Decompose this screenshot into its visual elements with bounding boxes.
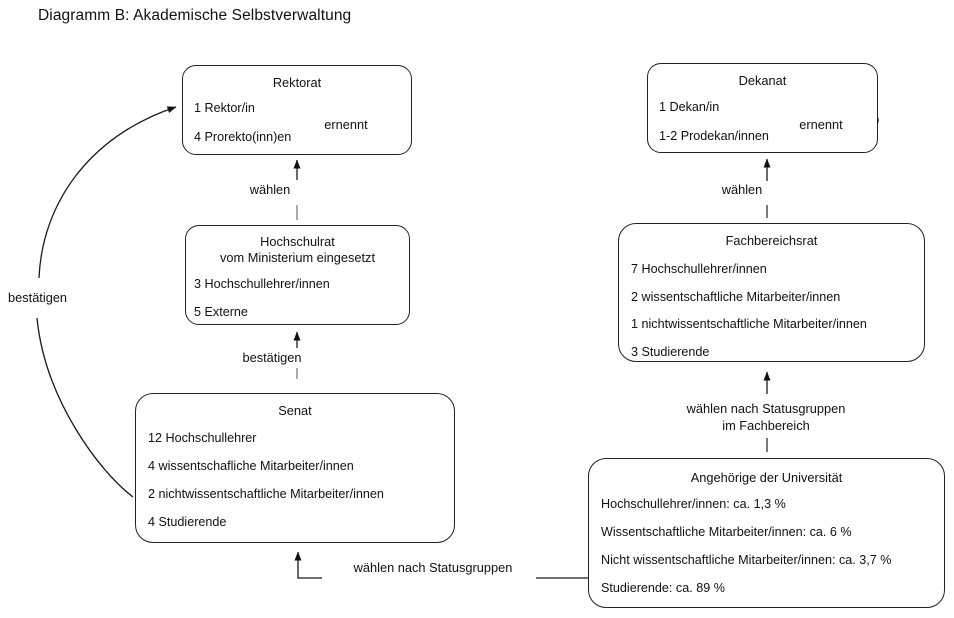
- edge-label-waehlen-statusgruppen-fachbereich: [666, 400, 866, 434]
- edge-label-waehlen-left: wählen: [249, 182, 291, 197]
- node-angehoerige-line: Studierende: ca. 89 %: [601, 581, 725, 595]
- node-hochschulrat: [185, 225, 410, 325]
- node-senat-line: 4 wissentschafliche Mitarbeiter/innen: [148, 459, 354, 473]
- edge-label-line: wählen nach Statusgruppen: [686, 401, 846, 416]
- arrow-angehoerige-to-senat: [298, 552, 322, 578]
- node-senat-line: 2 nichtwissentschaftliche Mitarbeiter/innen: [148, 487, 384, 501]
- edge-label-waehlen-statusgruppen-bottom: wählen nach Statusgruppen: [353, 560, 513, 575]
- node-angehoerige-line: Hochschullehrer/innen: ca. 1,3 %: [601, 497, 786, 511]
- node-fachbereichsrat-line: 1 nichtwissentschaftliche Mitarbeiter/innen: [631, 317, 867, 331]
- node-fachbereichsrat-line: 7 Hochschullehrer/innen: [631, 262, 767, 276]
- node-fachbereichsrat: [618, 223, 925, 362]
- edge-label-bestaetigen-mid: bestätigen: [242, 350, 302, 365]
- node-senat-line: 4 Studierende: [148, 515, 227, 529]
- node-rektorat-line: 4 Prorekto(inn)en: [194, 130, 292, 144]
- node-dekanat: [647, 63, 878, 153]
- edge-label-bestaetigen-arc: bestätigen: [8, 290, 68, 305]
- node-hochschulrat-line: 3 Hochschullehrer/innen: [194, 277, 330, 291]
- node-angehoerige-der-universitaet: [588, 458, 945, 608]
- node-angehoerige-line: Wissentschaftliche Mitarbeiter/innen: ca. 6 %: [601, 525, 852, 539]
- node-fachbereichsrat-line: 3 Studierende: [631, 345, 710, 359]
- arc-senat-to-rektorat-lower: [37, 318, 133, 497]
- node-fachbereichsrat-line: 2 wissentschaftliche Mitarbeiter/innen: [631, 290, 841, 304]
- edge-label-waehlen-right: wählen: [721, 182, 763, 197]
- node-hochschulrat-subtitle: vom Ministerium eingesetzt: [219, 250, 376, 265]
- node-senat-title: Senat: [278, 403, 312, 418]
- node-fachbereichsrat-title: Fachbereichsrat: [725, 233, 818, 248]
- node-dekanat-title: Dekanat: [738, 73, 787, 88]
- node-angehoerige-title: Angehörige der Universität: [690, 470, 843, 485]
- edge-label-line: im Fachbereich: [722, 418, 810, 433]
- self-loop-label-dekanat: ernennt: [799, 117, 843, 132]
- arc-senat-to-rektorat-upper: [39, 107, 176, 278]
- node-angehoerige-line: Nicht wissentschaftliche Mitarbeiter/innen: ca. 3,7 %: [601, 553, 892, 567]
- node-hochschulrat-title: Hochschulrat: [260, 234, 335, 249]
- self-loop-label-rektorat: ernennt: [324, 117, 368, 132]
- node-rektorat-line: 1 Rektor/in: [194, 101, 255, 115]
- node-senat-line: 12 Hochschullehrer: [148, 431, 257, 445]
- node-senat: [135, 393, 455, 543]
- node-dekanat-line: 1-2 Prodekan/innen: [659, 129, 769, 143]
- node-rektorat: [182, 65, 412, 155]
- page-title: Diagramm B: Akademische Selbstverwaltung: [38, 7, 352, 24]
- node-rektorat-title: Rektorat: [272, 75, 322, 90]
- node-dekanat-line: 1 Dekan/in: [659, 100, 720, 114]
- node-hochschulrat-line: 5 Externe: [194, 305, 248, 319]
